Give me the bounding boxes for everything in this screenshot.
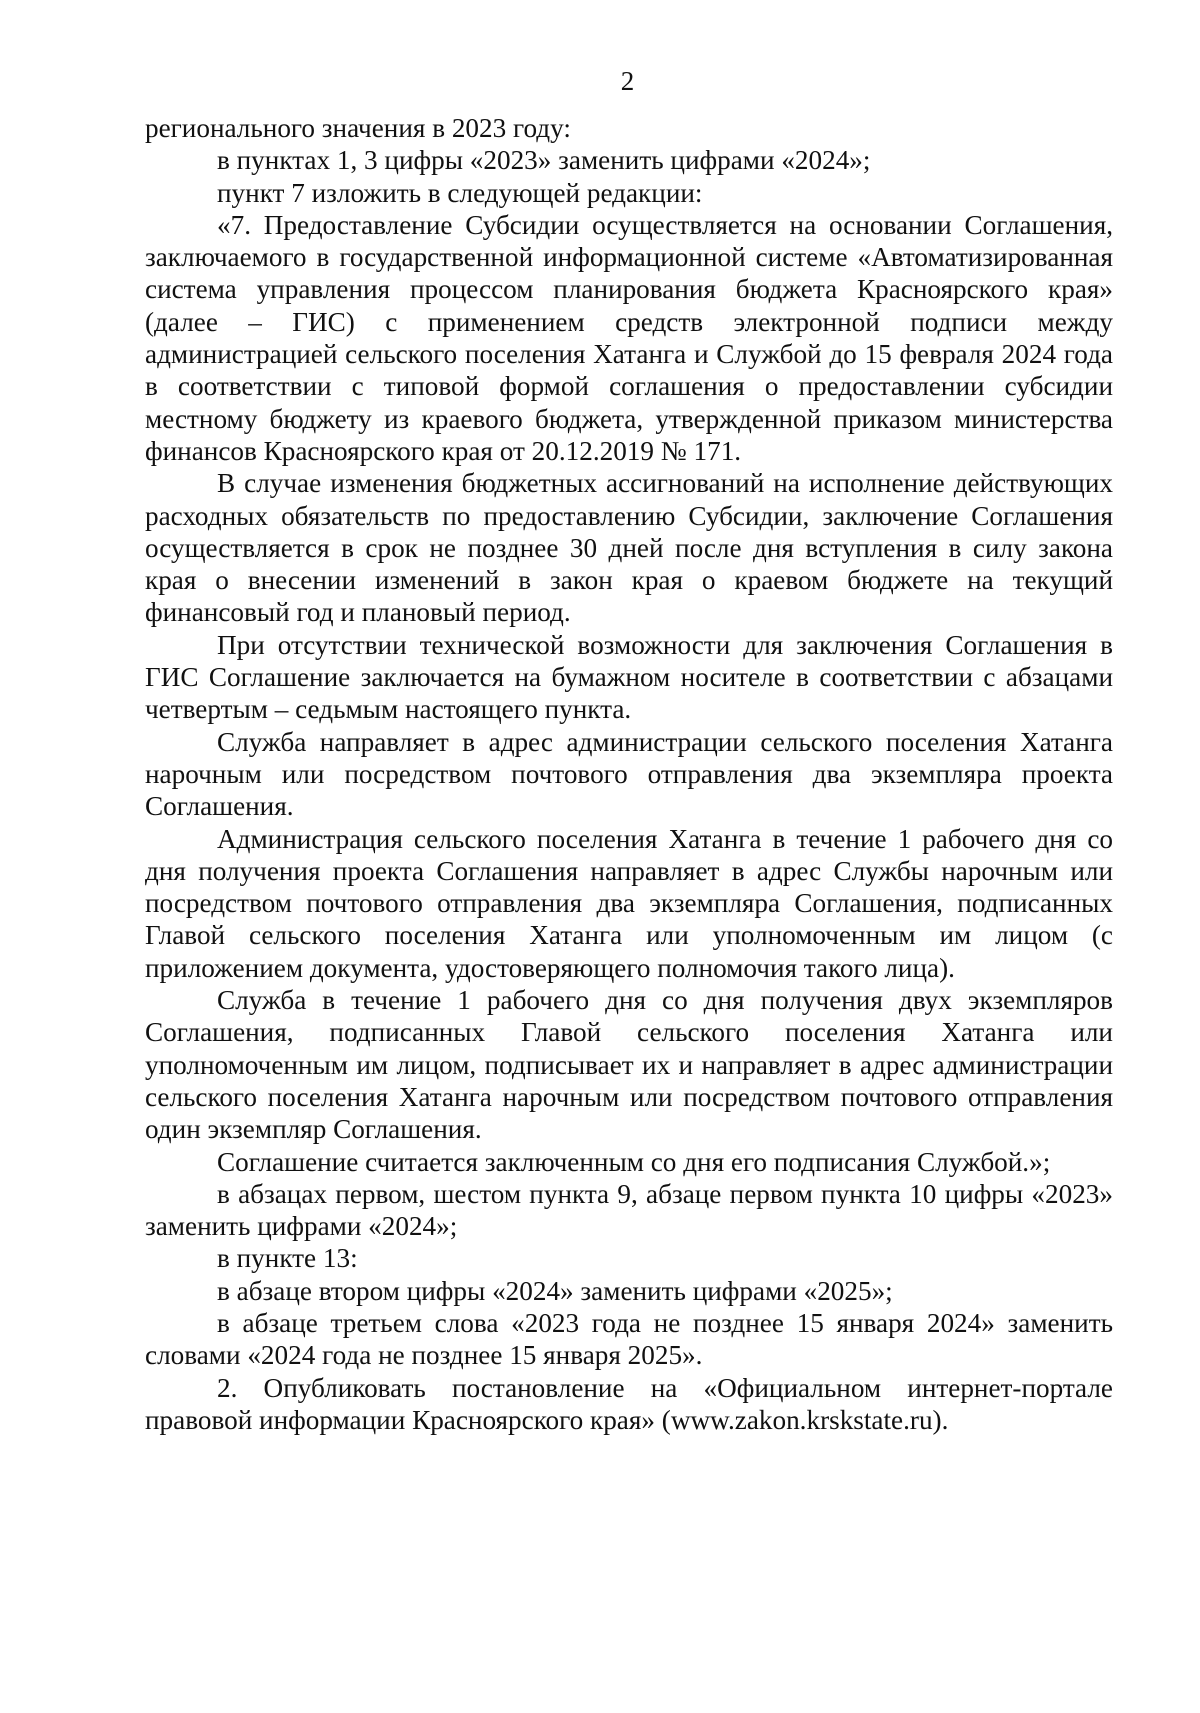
paragraph: в пунктах 1, 3 цифры «2023» заменить цифрами «2024»; (217, 145, 871, 176)
paragraph: регионального значения в 2023 году: (145, 113, 571, 143)
paragraph: Служба направляет в адрес администрации сельского поселения Хатанга нарочным или посредством почтового отправления два экземпляра проекта Соглашения. (145, 726, 1113, 822)
document-body (145, 112, 1113, 1436)
paragraph: Администрация сельского поселения Хатанга в течение 1 рабочего дня со дня получения проекта Соглашения направляет в адрес Службы нарочным или посредством почтового отправления два экземпляра Соглашения, подписанных Главой сельского поселения Хатанга или уполномоченным им лицом (с приложением документа, удостоверяющего полномочия такого лица). (145, 823, 1113, 983)
paragraph: в абзацах первом, шестом пункта 9, абзаце первом пункта 10 цифры «2023» заменить цифрами «2024»; (145, 1178, 1113, 1242)
paragraph: в пункте 13: (217, 1243, 358, 1274)
paragraph: 2. Опубликовать постановление на «Официальном интернет-портале правовой информации Красноярского края» (www.zakon.krskstate.ru). (145, 1372, 1113, 1435)
paragraph: Служба в течение 1 рабочего дня со дня получения двух экземпляров Соглашения, подписанных Главой сельского поселения Хатанга или уполномоченным им лицом, подписывает их и направляет в адрес администрации сельского поселения Хатанга нарочным или посредством почтового отправления один экземпляр Соглашения. (145, 985, 1113, 1145)
paragraph: При отсутствии технической возможности для заключения Соглашения в ГИС Соглашение заключается на бумажном носителе в соответствии с абзацами четвертым – седьмым настоящего пункта. (145, 629, 1113, 725)
paragraph: в абзаце третьем слова «2023 года не позднее 15 января 2024» заменить словами «2024 года не позднее 15 января 2025». (145, 1307, 1113, 1371)
paragraph: В случае изменения бюджетных ассигнований на исполнение действующих расходных обязательств по предоставлению Субсидии, заключение Соглашения осуществляется в срок не позднее 30 дней после дня вступления в силу закона края о внесении изменений в закон края о краевом бюджете на текущий финансовый год и плановый период. (145, 468, 1113, 628)
paragraph: «7. Предоставление Субсидии осуществляется на основании Соглашения, заключаемого в государственной информационной системе «Автоматизированная система управления процессом планирования бюджета Красноярского края» (далее – ГИС) с применением средств электронной подписи между администрацией сельского поселения Хатанга и Службой до 15 февраля 2024 года в соответствии с типовой формой соглашения о предоставлении субсидии местному бюджету из краевого бюджета, утвержденной приказом министерства финансов Красноярского края от 20.12.2019 № 171. (145, 209, 1113, 466)
paragraph: в абзаце втором цифры «2024» заменить цифрами «2025»; (217, 1275, 893, 1306)
page-number: 2 (620, 66, 635, 96)
paragraph: пункт 7 изложить в следующей редакции: (217, 177, 703, 208)
paragraph: Соглашение считается заключенным со дня его подписания Службой.»; (217, 1146, 1051, 1177)
